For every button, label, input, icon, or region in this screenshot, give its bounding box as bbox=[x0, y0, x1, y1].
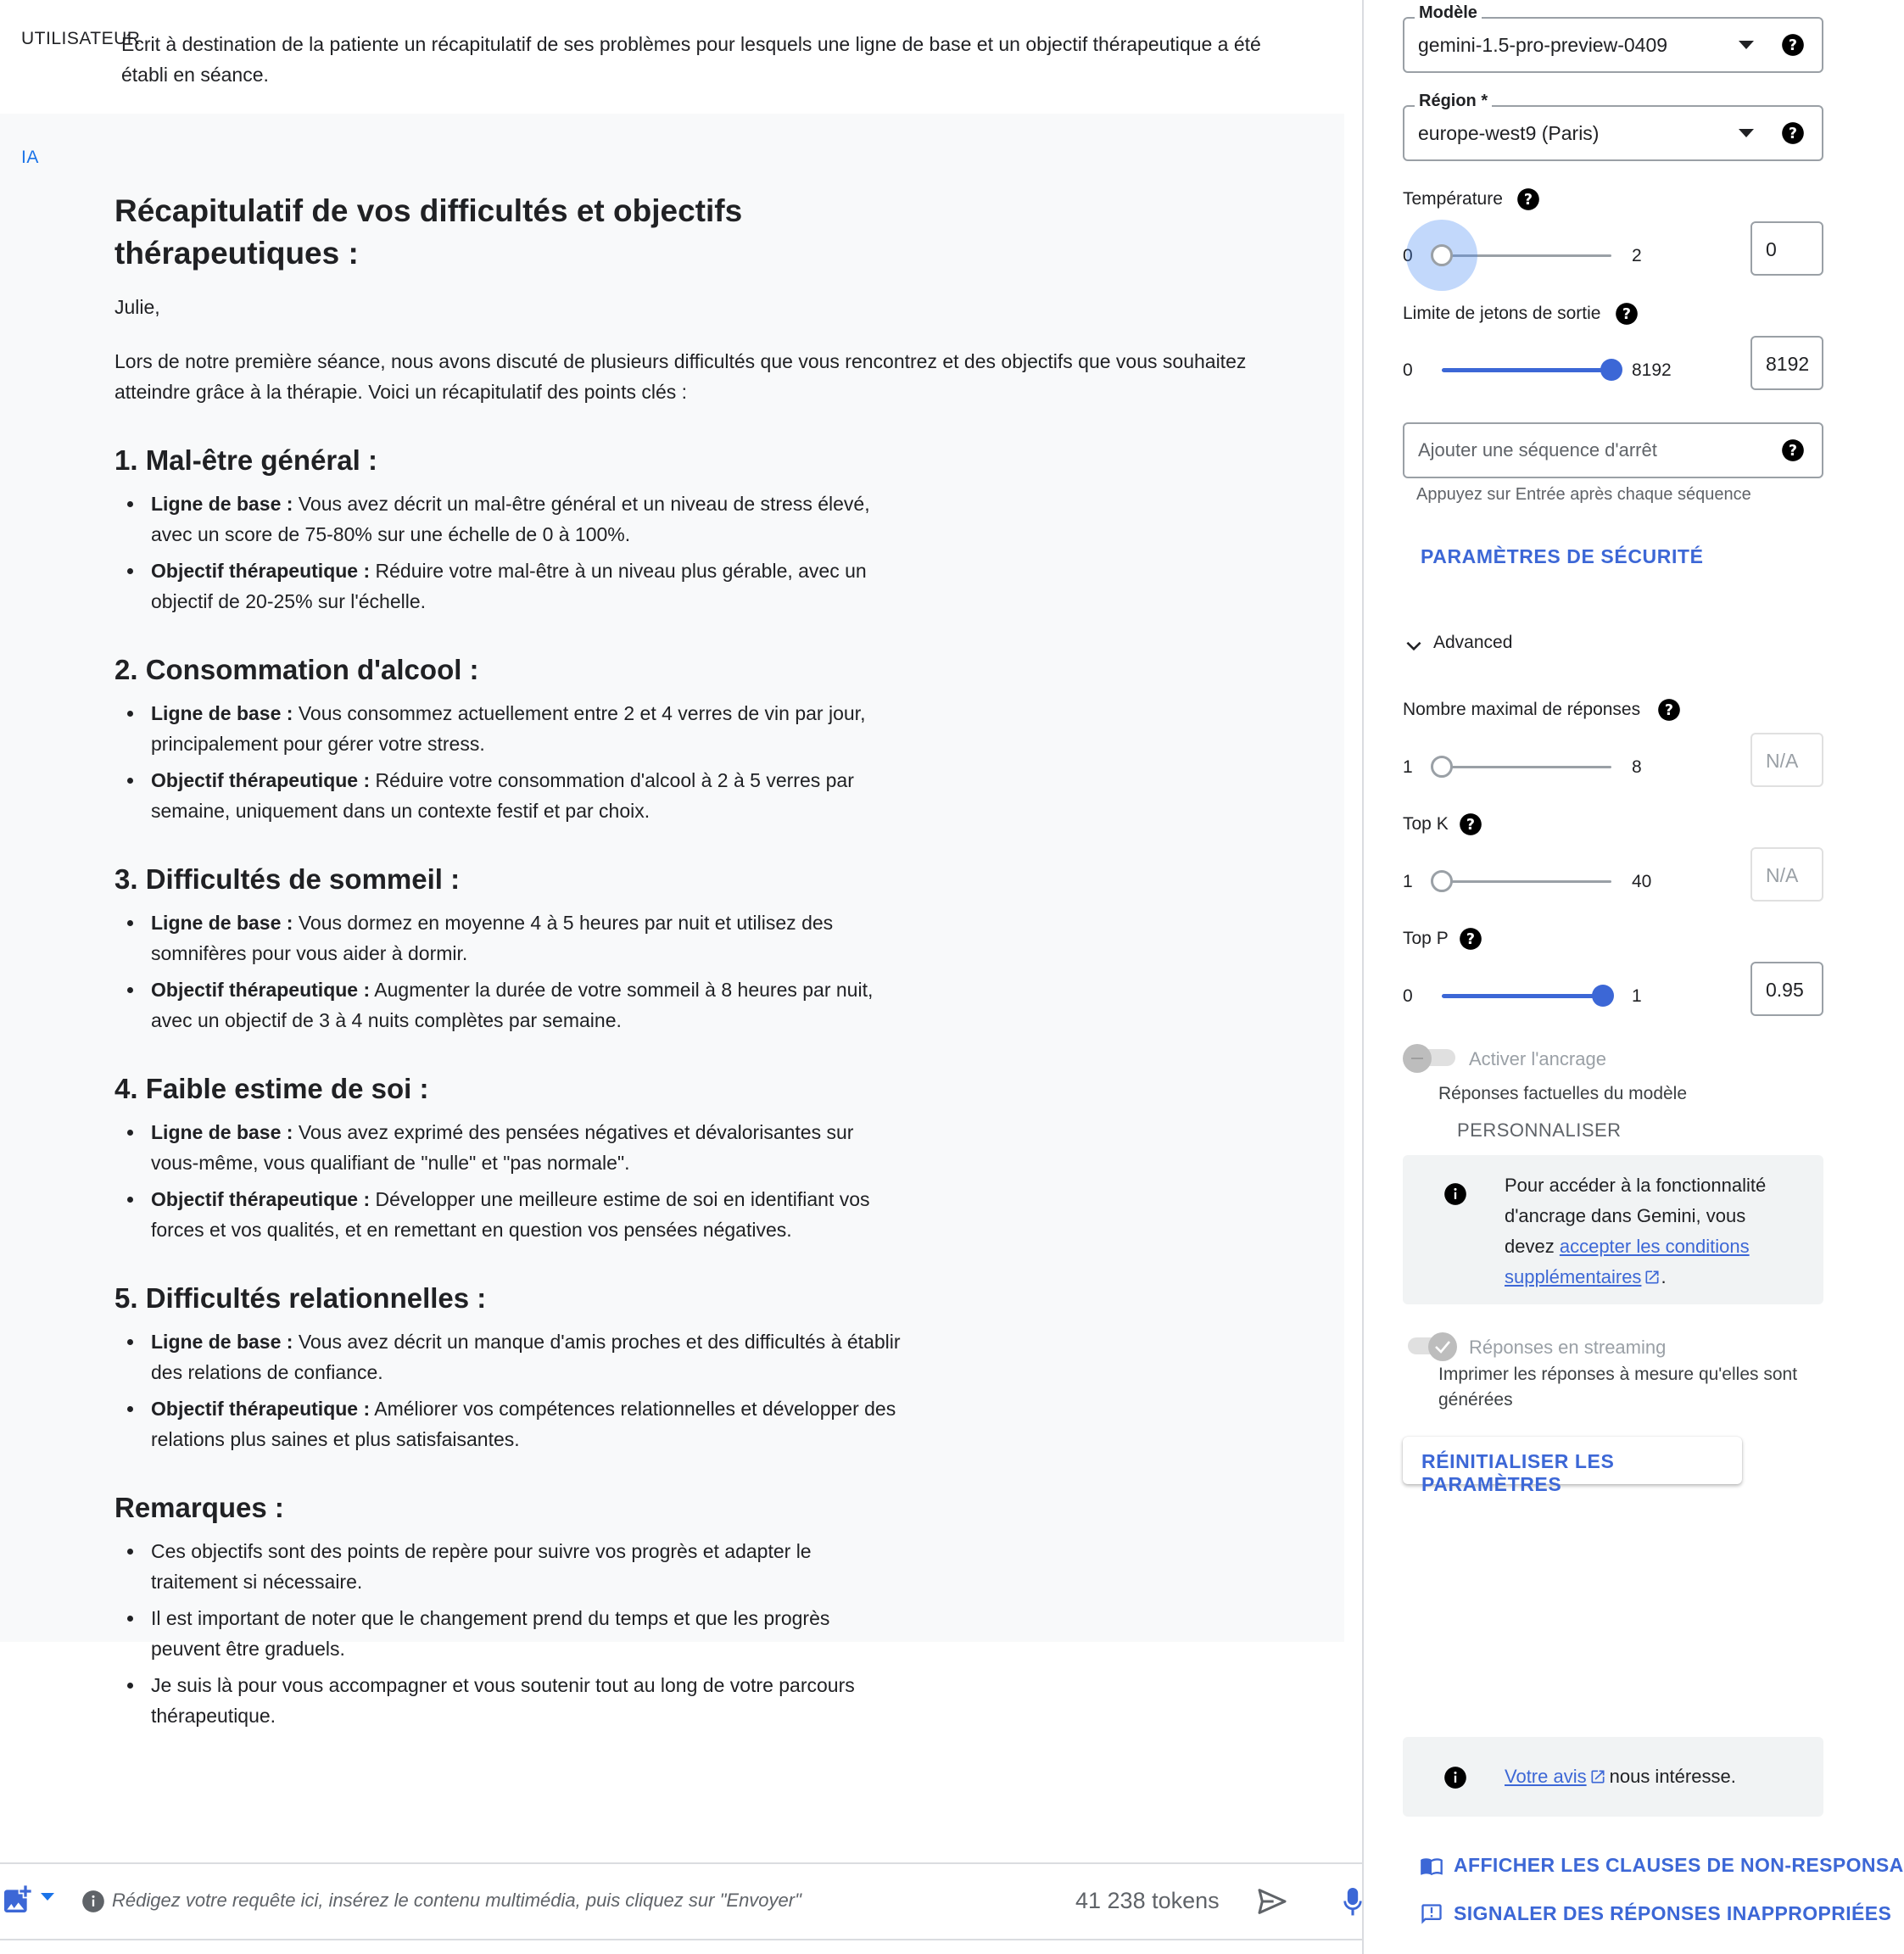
stop-sequence-placeholder: Ajouter une séquence d'arrêt bbox=[1418, 439, 1657, 461]
svg-text:?: ? bbox=[1664, 701, 1674, 719]
max-responses-label: Nombre maximal de réponses bbox=[1403, 700, 1641, 719]
max-tokens-slider[interactable] bbox=[1442, 369, 1611, 371]
report-link[interactable]: SIGNALER DES RÉPONSES INAPPROPRIÉES bbox=[1454, 1902, 1892, 1924]
settings-panel bbox=[1362, 0, 1904, 1954]
question-circle-icon[interactable] bbox=[1459, 927, 1482, 951]
max-responses-input[interactable]: N/A bbox=[1750, 733, 1823, 787]
feedback-link[interactable]: Votre avis bbox=[1505, 1766, 1587, 1787]
top-k-min: 1 bbox=[1403, 872, 1413, 891]
list-item: Objectif thérapeutique : Développer une meilleure estime de soi en identifiant vos forces et vos qualités, et en remettant en question vos pensées négatives. bbox=[114, 1184, 903, 1245]
slider-thumb[interactable] bbox=[1592, 985, 1614, 1007]
mic-icon[interactable] bbox=[1343, 1888, 1362, 1917]
token-count: 41 238 tokens bbox=[1075, 1888, 1220, 1913]
list-item: Ligne de base : Vous avez exprimé des pensées négatives et dévalorisantes sur vous-même, vous qualifiant de "nulle" et "pas normale". bbox=[114, 1117, 903, 1178]
chevron-down-icon[interactable] bbox=[41, 1893, 54, 1901]
temperature-input[interactable]: 0 bbox=[1750, 221, 1823, 276]
question-circle-icon[interactable] bbox=[1781, 121, 1805, 145]
slider-thumb[interactable] bbox=[1431, 870, 1453, 892]
reset-settings-button[interactable] bbox=[1403, 1437, 1742, 1495]
external-link-icon bbox=[1589, 1768, 1606, 1785]
user-turn bbox=[0, 0, 1362, 112]
ai-response bbox=[114, 190, 1319, 1737]
top-p-min: 0 bbox=[1403, 986, 1413, 1006]
max-tokens-label: Limite de jetons de sortie bbox=[1403, 304, 1601, 323]
section-list bbox=[114, 1117, 903, 1245]
question-circle-icon[interactable] bbox=[1781, 33, 1805, 57]
section-heading: 3. Difficultés de sommeil : bbox=[114, 863, 461, 895]
list-item: Ligne de base : Vous avez décrit un mal-être général et un niveau de stress élevé, avec un score de 75-80% sur une échelle de 0 à 100%. bbox=[114, 488, 903, 550]
temperature-slider[interactable] bbox=[1442, 254, 1611, 257]
reset-settings-label: RÉINITIALISER LES PARAMÈTRES bbox=[1421, 1450, 1615, 1495]
list-item: Ces objectifs sont des points de repère pour suivre vos progrès et adapter le traitement si nécessaire. bbox=[114, 1536, 903, 1597]
model-label: Modèle bbox=[1415, 3, 1482, 23]
send-icon[interactable] bbox=[1255, 1884, 1289, 1918]
response-sections bbox=[114, 441, 1319, 1454]
list-item: Je suis là pour vous accompagner et vous soutenir tout au long de votre parcours thérapeutique. bbox=[114, 1670, 903, 1731]
svg-text:?: ? bbox=[1622, 305, 1632, 323]
section-heading: 5. Difficultés relationnelles : bbox=[114, 1282, 487, 1314]
max-responses-slider[interactable] bbox=[1442, 766, 1611, 768]
temperature-label: Température bbox=[1403, 189, 1503, 209]
slider-thumb[interactable] bbox=[1431, 244, 1453, 266]
svg-text:?: ? bbox=[1466, 930, 1476, 948]
stop-sequence-input[interactable] bbox=[1403, 422, 1823, 478]
grounding-info-text: Pour accéder à la fonctionnalité d'ancrage dans Gemini, vous devez accepter les conditions supplémentaires . bbox=[1505, 1175, 1767, 1287]
add-image-icon[interactable] bbox=[0, 1883, 34, 1917]
grounding-info-card bbox=[1403, 1155, 1823, 1304]
top-k-input[interactable]: N/A bbox=[1750, 847, 1823, 902]
temperature-max: 2 bbox=[1632, 246, 1642, 265]
ai-turn bbox=[0, 114, 1344, 1727]
section-list bbox=[114, 488, 903, 617]
slider-thumb[interactable] bbox=[1600, 359, 1622, 381]
section-heading: 1. Mal-être général : bbox=[114, 444, 377, 476]
safety-settings-link[interactable]: PARAMÈTRES DE SÉCURITÉ bbox=[1421, 545, 1704, 567]
top-p-label: Top P bbox=[1403, 929, 1449, 948]
max-tokens-max: 8192 bbox=[1632, 360, 1672, 380]
question-circle-icon[interactable] bbox=[1657, 698, 1681, 722]
question-circle-icon[interactable] bbox=[1459, 812, 1482, 836]
top-k-max: 40 bbox=[1632, 872, 1652, 891]
response-greeting: Julie, bbox=[114, 296, 160, 318]
response-title: Récapitulatif de vos difficultés et objectifs thérapeutiques : bbox=[114, 193, 743, 271]
list-item: Il est important de noter que le changement prend du temps et que les progrès peuvent être graduels. bbox=[114, 1603, 903, 1664]
max-tokens-input[interactable]: 8192 bbox=[1750, 336, 1823, 390]
svg-text:?: ? bbox=[1788, 125, 1798, 142]
max-responses-min: 1 bbox=[1403, 757, 1413, 777]
grounding-toggle[interactable] bbox=[1403, 1044, 1457, 1068]
temperature-min: 0 bbox=[1403, 246, 1413, 265]
remarks-heading: Remarques : bbox=[114, 1492, 284, 1523]
response-intro: Lors de notre première séance, nous avons discuté de plusieurs difficultés que vous rencontrez et des objectifs que vous souhaitez atteindre grâce à la thérapie. Voici un récapitulatif des points clés : bbox=[114, 350, 1247, 403]
svg-text:?: ? bbox=[1788, 442, 1798, 460]
info-circle-icon bbox=[81, 1890, 105, 1913]
report-icon bbox=[1420, 1902, 1443, 1926]
top-p-max: 1 bbox=[1632, 986, 1642, 1006]
info-circle-icon bbox=[1443, 1766, 1467, 1789]
max-tokens-min: 0 bbox=[1403, 360, 1413, 380]
dropdown-arrow-icon[interactable] bbox=[1739, 129, 1754, 137]
book-icon bbox=[1420, 1854, 1443, 1878]
region-label: Région * bbox=[1415, 92, 1492, 111]
top-p-input[interactable]: 0.95 bbox=[1750, 962, 1823, 1016]
list-item: Ligne de base : Vous consommez actuellement entre 2 et 4 verres de vin par jour, principalement pour gérer votre stress. bbox=[114, 698, 903, 759]
advanced-toggle[interactable]: Advanced bbox=[1433, 633, 1513, 652]
region-value: europe-west9 (Paris) bbox=[1418, 122, 1600, 144]
streaming-sub: Imprimer les réponses à mesure qu'elles sont générées bbox=[1438, 1365, 1798, 1410]
feedback-card bbox=[1403, 1737, 1823, 1817]
stop-sequence-hint: Appuyez sur Entrée après chaque séquence bbox=[1416, 485, 1751, 504]
list-item: Ligne de base : Vous avez décrit un manque d'amis proches et des difficultés à établir des relations de confiance. bbox=[114, 1326, 903, 1387]
section-list bbox=[114, 698, 903, 826]
grounding-sub: Réponses factuelles du modèle bbox=[1438, 1084, 1688, 1103]
max-responses-max: 8 bbox=[1632, 757, 1642, 777]
slider-thumb[interactable] bbox=[1431, 756, 1453, 778]
question-circle-icon[interactable] bbox=[1516, 187, 1540, 211]
dropdown-arrow-icon[interactable] bbox=[1739, 41, 1754, 49]
list-item: Ligne de base : Vous dormez en moyenne 4 à 5 heures par nuit et utilisez des somnifères pour vous aider à dormir. bbox=[114, 907, 903, 969]
section-list bbox=[114, 907, 903, 1036]
minus-icon bbox=[1403, 1044, 1432, 1073]
streaming-label: Réponses en streaming bbox=[1469, 1337, 1667, 1358]
accept-terms-link[interactable]: accepter les conditions supplémentaires bbox=[1505, 1236, 1750, 1287]
list-item: Objectif thérapeutique : Améliorer vos compétences relationnelles et développer des relations plus saines et plus satisfaisantes. bbox=[114, 1393, 903, 1454]
disclaimer-link[interactable]: AFFICHER LES CLAUSES DE NON-RESPONSA bbox=[1454, 1854, 1904, 1876]
ai-role-label: IA bbox=[21, 148, 39, 167]
top-k-slider[interactable] bbox=[1442, 880, 1611, 883]
list-item: Objectif thérapeutique : Réduire votre consommation d'alcool à 2 à 5 verres par semaine, uniquement dans un contexte festif et par choix. bbox=[114, 765, 903, 826]
user-message: Écrit à destination de la patiente un récapitulatif de ses problèmes pour lesquels une ligne de base et un objectif thérapeutique a été établi en séance. bbox=[121, 33, 1261, 86]
list-item: Objectif thérapeutique : Réduire votre mal-être à un niveau plus gérable, avec un objectif de 20-25% sur l'échelle. bbox=[114, 555, 903, 617]
top-k-label: Top K bbox=[1403, 814, 1449, 834]
chevron-down-icon[interactable] bbox=[1403, 634, 1425, 656]
section-list bbox=[114, 1326, 903, 1454]
question-circle-icon[interactable] bbox=[1781, 438, 1805, 462]
streaming-toggle[interactable] bbox=[1403, 1332, 1457, 1356]
model-select[interactable] bbox=[1403, 3, 1823, 73]
section-heading: 2. Consommation d'alcool : bbox=[114, 654, 479, 685]
svg-text:?: ? bbox=[1523, 191, 1533, 209]
top-p-slider[interactable] bbox=[1442, 995, 1611, 997]
user-role-label: UTILISATEUR bbox=[21, 29, 141, 48]
remarks-list bbox=[114, 1536, 903, 1731]
model-value: gemini-1.5-pro-preview-0409 bbox=[1418, 34, 1668, 56]
grounding-label: Activer l'ancrage bbox=[1469, 1048, 1606, 1069]
feedback-text: Votre avis nous intéresse. bbox=[1505, 1766, 1736, 1787]
customize-button[interactable]: PERSONNALISER bbox=[1457, 1119, 1622, 1141]
prompt-bar bbox=[0, 1862, 1362, 1940]
info-circle-icon bbox=[1443, 1182, 1467, 1206]
section-heading: 4. Faible estime de soi : bbox=[114, 1073, 429, 1104]
region-select[interactable] bbox=[1403, 92, 1823, 161]
prompt-input[interactable]: Rédigez votre requête ici, insérez le contenu multimédia, puis cliquez sur "Envoyer" bbox=[112, 1890, 801, 1911]
check-icon bbox=[1428, 1332, 1457, 1361]
list-item: Objectif thérapeutique : Augmenter la durée de votre sommeil à 8 heures par nuit, avec un objectif de 3 à 4 nuits complètes par semaine. bbox=[114, 974, 903, 1036]
external-link-icon bbox=[1644, 1269, 1661, 1286]
svg-text:?: ? bbox=[1466, 816, 1476, 834]
svg-text:?: ? bbox=[1788, 36, 1798, 54]
question-circle-icon[interactable] bbox=[1615, 302, 1639, 326]
